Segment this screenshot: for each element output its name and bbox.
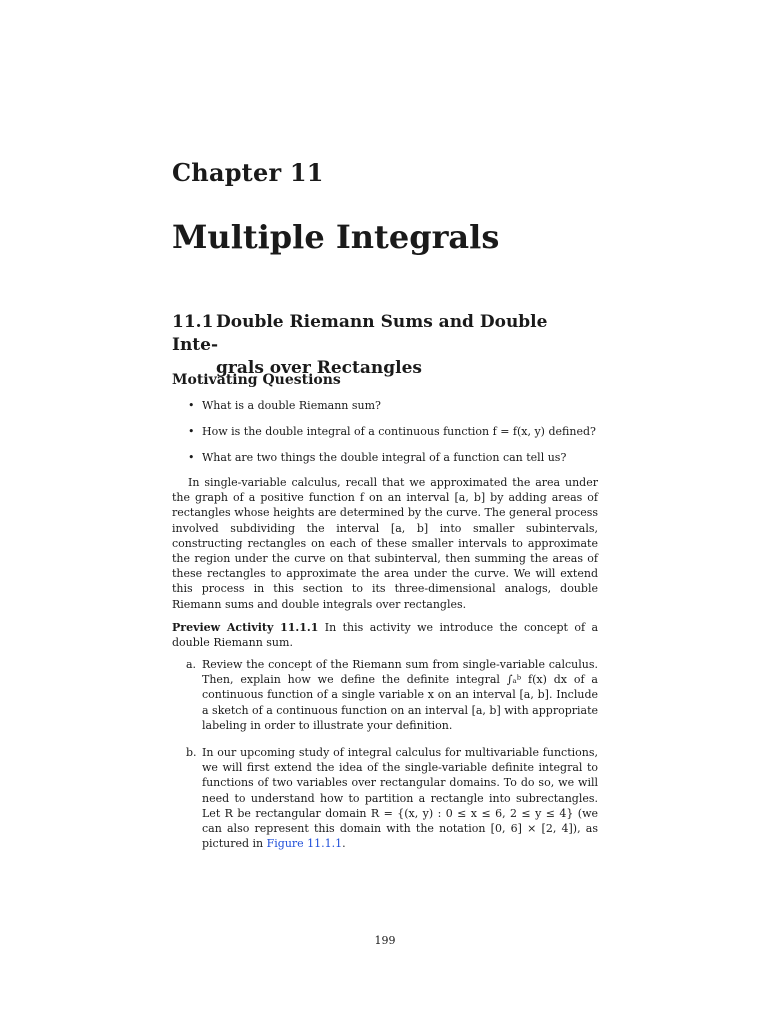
page-number: 199 xyxy=(374,934,396,947)
section-title-line2: grals over Rectangles xyxy=(216,358,422,378)
activity-step-a xyxy=(186,657,598,733)
section-number: 11.1 xyxy=(172,312,214,332)
list-item xyxy=(186,450,596,476)
bullet-icon: • xyxy=(188,425,195,438)
bullet-icon: • xyxy=(188,451,195,464)
step-marker: b. xyxy=(186,746,197,759)
preview-activity-title: Preview Activity 11.1.1 xyxy=(172,621,319,634)
step-text: In our upcoming study of integral calculus for multivariable functions, we will first extend the idea of the single-variable definite integral to functions of two variables over rectangular domains. To do so, we will need to understand how to partition a rectangle into subrectangles. Let R be rectangular domain R = {(x, y) : 0 ≤ x ≤ 6, 2 ≤ y ≤ 4} (we can also represent this domain with the notation [0, 6] × [2, 4]), as pictured in xyxy=(202,746,598,851)
preview-activity xyxy=(172,620,598,650)
list-item xyxy=(186,657,598,733)
preview-activity-text: In this activity we introduce the concept of a double Riemann sum. xyxy=(172,621,598,650)
question-text: How is the double integral of a continuous function f = f(x, y) defined? xyxy=(202,425,596,438)
activity-step-b xyxy=(186,745,598,851)
chapter-label: Chapter 11 xyxy=(172,158,324,187)
motivating-questions-heading: Motivating Questions xyxy=(172,372,341,388)
step-marker: a. xyxy=(186,658,197,671)
figure-link[interactable]: Figure 11.1.1 xyxy=(266,837,343,851)
question-text: What is a double Riemann sum? xyxy=(202,399,381,412)
bullet-icon: • xyxy=(188,399,195,412)
intro-paragraph: In single-variable calculus, recall that we approximated the area under the graph of a positive function f on an interval [a, b] by adding areas of rectangles whose heights are determined by the curve. The general process involved subdividing the interval [a, b] into smaller subintervals, constructing rectangles on each of these smaller intervals to approximate the region under the curve on that subinterval, then summing the areas of these rectangles to approximate the area under the curve. We will extend this process in this section to its three-dimensional analogs, double Riemann sums and double integrals over rectangles. xyxy=(172,476,598,611)
step-text: Review the concept of the Riemann sum from single-variable calculus. Then, explain how we define the definite integral ∫ₐᵇ f(x) dx of a continuous function of a single variable x on an interval [a, b]. Include a sketch of a continuous function on an interval [a, b] with appropriate labeling in order to illustrate your definition. xyxy=(202,658,599,732)
step-text-end: . xyxy=(342,837,346,851)
list-item xyxy=(186,424,596,450)
section-heading xyxy=(172,311,598,380)
list-item xyxy=(186,398,596,424)
list-item xyxy=(186,745,598,851)
section-title-line1: Double Riemann Sums and Double Inte- xyxy=(172,312,548,355)
motivating-questions-list xyxy=(186,398,596,476)
question-text: What are two things the double integral of a function can tell us? xyxy=(202,451,567,464)
chapter-title: Multiple Integrals xyxy=(172,218,500,256)
